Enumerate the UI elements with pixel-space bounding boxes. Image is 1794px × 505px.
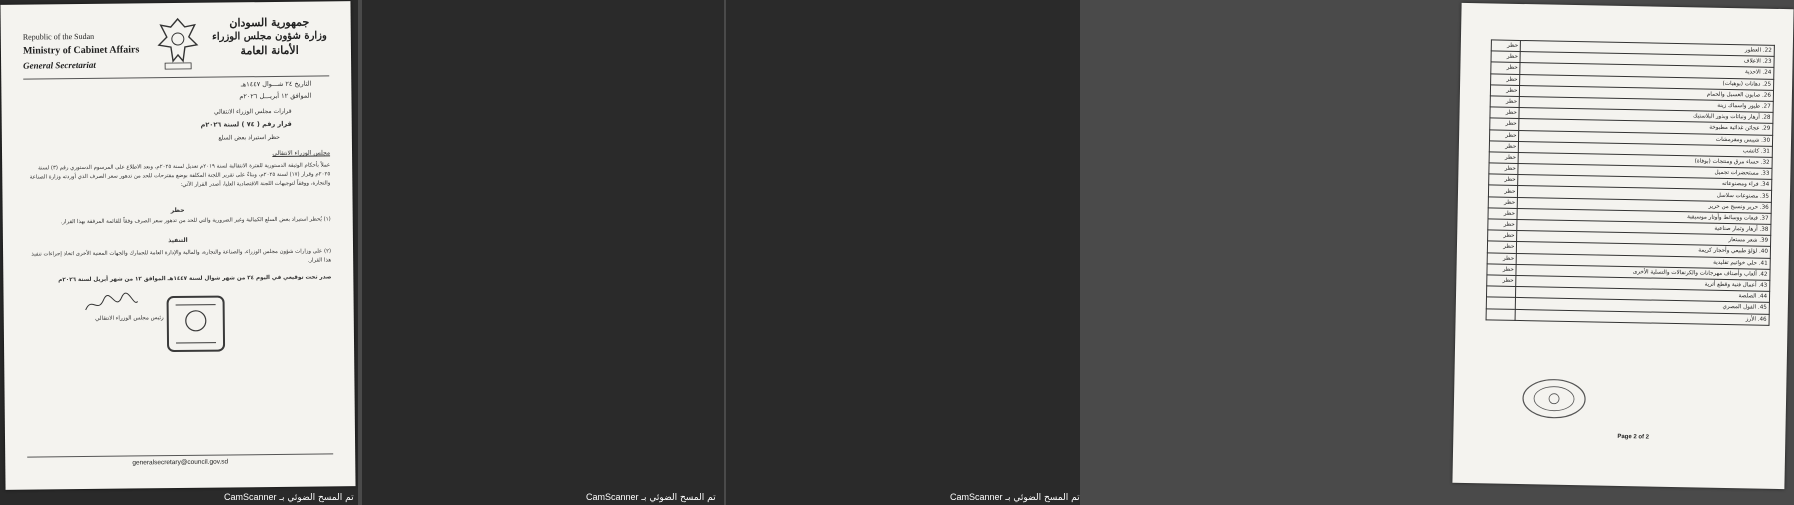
item-number: 42. (1758, 271, 1768, 278)
arabic-letterhead (212, 15, 327, 58)
item-name: دهانات (بوهيات) (1722, 80, 1761, 88)
item-name: ألعاب وأصناف مهرجانات والكرنفالات والتسلية الأخرى (1632, 269, 1757, 278)
signer-title: رئيس مجلس الوزراء الانتقالي (95, 315, 164, 322)
scanner-brand: CamScanner (586, 492, 639, 502)
item-name: الأرز (1745, 315, 1756, 323)
item-number: 41. (1758, 260, 1768, 267)
issued-statement: صدر تحت توقيعي في اليوم ٢٤ من شهر شوال لسنة ١٤٤٧هـ الموافق ١٢ من شهر أبريل لسنة ٢٠٢٦م (58, 274, 332, 284)
article-2: (٢) على وزارات شؤون مجلس الوزراء، والصناعة والتجارة، والمالية والإدارة العامة للجمارك والجهات المعنية الأخرى اتخاذ إجراءات تنفيذ هذا القرار. (31, 248, 332, 264)
ministry-stamp (1520, 376, 1589, 421)
item-name: أعمال فنية وقطع أثرية (1704, 281, 1757, 289)
english-letterhead (23, 29, 140, 72)
recommendation-cell: حظر (1491, 73, 1521, 85)
footer-email: generalsecretary@council.gov.sd (132, 458, 229, 467)
item-name: حرير ونسيج من حرير (1708, 203, 1759, 211)
preamble: عملاً بأحكام الوثيقة الدستورية للفترة الانتقالية لسنة ٢٠١٩م تعديل لسنة ٢٠٢٥م، وبعد الاطلاع على المرسوم الدستوري رقم (٣) لسنة ٢٠٢٥م وقرار (١٧) لسنة ٢٠٢٥م، وبناءً على تقرير اللجنة المكلفة بوضع مقترحات للحد من تدهور سعر الصرف الذي أوردته وزارة الصناعة والتجارة، ووفقاً لتوجيهات اللجنة الاقتصادية العليا، أصدر القرار الآتي: (29, 162, 331, 188)
item-number: 43. (1758, 282, 1768, 289)
scanner-prefix: تم المسح الضوئي بـ (641, 493, 716, 503)
scanner-prefix: تم المسح الضوئي بـ (1005, 493, 1080, 503)
item-number: 24. (1762, 70, 1772, 77)
item-name: الفول المصري (1722, 304, 1757, 311)
sudan-emblem-icon (155, 15, 202, 75)
item-name: مستحضرات تجميل (1714, 169, 1759, 177)
item-number: 36. (1759, 204, 1769, 211)
camscanner-watermark (950, 492, 1080, 503)
item-number: 37. (1759, 215, 1769, 222)
recommendation-cell: حظر (1489, 163, 1519, 175)
ban-heading: حظر (170, 206, 185, 215)
item-number: 44. (1758, 293, 1768, 300)
item-number: 33. (1760, 170, 1770, 177)
letterhead-secretariat: General Secretariat (23, 59, 96, 71)
recommendation-cell: حظر (1489, 129, 1519, 141)
recommendation-cell: حظر (1488, 219, 1518, 231)
item-name: طيور واسماك زينة (1717, 102, 1761, 110)
goods-table-2-body (1486, 40, 1774, 325)
item-number: 39. (1759, 237, 1769, 245)
recommendation-cell: حظر (1491, 40, 1521, 52)
item-name: لؤلؤ طبيعي وأحجار كريمة (1698, 247, 1758, 256)
item-name: العطور (1744, 47, 1762, 54)
item-name: شعر مستعار (1728, 237, 1758, 244)
council-title: مجلس الوزراء الانتقالي (272, 149, 331, 158)
recommendation-cell (1486, 286, 1516, 298)
recommendation-cell: حظر (1488, 230, 1518, 242)
recommendation-cell: حظر (1487, 264, 1517, 276)
item-number: 29. (1761, 126, 1771, 133)
recommendation-cell: حظر (1488, 208, 1518, 220)
item-number: 23. (1762, 58, 1772, 66)
recommendation-cell: حظر (1487, 252, 1517, 264)
recommendation-cell: حظر (1487, 241, 1517, 253)
recommendation-cell: حظر (1489, 174, 1519, 186)
page-number: Page 2 of 2 (1617, 433, 1650, 441)
item-number: 46. (1757, 316, 1767, 323)
item-number: 26. (1761, 92, 1771, 99)
recommendation-cell: حظر (1488, 197, 1518, 209)
item-name: الصلصة (1738, 293, 1757, 300)
list-page-2 (1452, 3, 1793, 489)
item-name: حساء مرق ومنتجات (بوفاة) (1694, 158, 1759, 166)
item-name: فراء ومصنوعاته (1722, 181, 1759, 188)
recommendation-cell: حظر (1489, 141, 1519, 153)
item-name: عجائن غذائية مطبوخة (1709, 125, 1760, 133)
item-name: الاعلاف (1743, 58, 1761, 65)
recommendation-cell: حظر (1490, 85, 1520, 97)
item-name: أزهار ونباتات وبذور البلاستيك (1692, 113, 1760, 121)
decree-page (0, 1, 355, 490)
item-number: 35. (1760, 193, 1770, 200)
recommendation-cell (1486, 297, 1516, 309)
item-number: 32. (1760, 159, 1770, 166)
item-name: مصنوعات سلاسل (1716, 192, 1759, 200)
camscanner-watermark (586, 492, 716, 503)
official-seal-stamp (163, 292, 228, 355)
scanner-prefix: تم المسح الضوئي بـ (279, 493, 354, 503)
letterhead-ar-ministry: وزارة شؤون مجلس الوزراء (212, 30, 327, 43)
recommendation-cell: حظر (1490, 107, 1520, 119)
decree-number: قرار رقم ( ٧٤ ) لسنة ٢٠٢٦م (200, 119, 292, 129)
item-name: أزهار وثمار صناعية (1714, 225, 1758, 233)
signature-mark (81, 291, 141, 316)
recommendation-cell: حظر (1488, 185, 1518, 197)
letterhead-ar-republic: جمهورية السودان (229, 15, 310, 30)
item-name: قبعات ووسائط وأوتار موسيقية (1687, 214, 1758, 222)
camscanner-watermark (224, 492, 354, 503)
item-number: 31. (1760, 148, 1770, 155)
item-name: كاتشب (1742, 148, 1760, 155)
decree-subject: حظر استيراد بعض السلع (218, 133, 280, 142)
recommendation-cell (1486, 308, 1516, 320)
scan-panel-3 (726, 0, 1772, 505)
recommendation-cell: حظر (1489, 152, 1519, 164)
item-name: شيبس ومقرمشات (1715, 136, 1760, 144)
scan-panel-1 (0, 0, 358, 505)
recommendation-cell: حظر (1487, 275, 1517, 287)
recommendation-cell: حظر (1490, 118, 1520, 130)
scanner-brand: CamScanner (224, 492, 277, 502)
decisions-heading: قرارات مجلس الوزراء الانتقالي (213, 107, 292, 116)
letterhead-republic: Republic of the Sudan (22, 31, 95, 42)
execution-heading: التنفيذ (168, 236, 188, 245)
recommendation-cell: حظر (1491, 51, 1521, 63)
item-number: 28. (1761, 114, 1771, 122)
letterhead-ar-secretariat: الأمانة العامة (240, 43, 299, 58)
item-number: 27. (1761, 103, 1771, 110)
item-number: 22. (1762, 47, 1772, 54)
item-number: 34. (1760, 181, 1770, 189)
item-name: الاحذية (1744, 69, 1761, 77)
item-number: 40. (1758, 249, 1768, 256)
item-number: 25. (1762, 81, 1772, 88)
letterhead-ministry: Ministry of Cabinet Affairs (22, 44, 140, 57)
date-gregorian: الموافق ١٢ أبريـــل ٢٠٢٦م (239, 91, 312, 101)
item-number: 38. (1759, 226, 1769, 233)
item-number: 30. (1761, 137, 1771, 144)
recommendation-cell: حظر (1491, 62, 1521, 74)
item-name: صابون الغسيل والحمام (1706, 91, 1761, 99)
scan-panel-2 (362, 0, 724, 505)
item-name: حلي خواتيم تقليدية (1713, 259, 1758, 267)
article-1: (١) يُحظر استيراد بعض السلع الكمالية وغير الضرورية والتي للحد من تدهور سعر الصرف وفقاً للقائمة المرفقة بهذا القرار. (60, 216, 331, 226)
goods-table-2 (1486, 39, 1775, 325)
scanner-brand: CamScanner (950, 492, 1003, 502)
date-hijri: التاريخ ٢٤ شـــوال ١٤٤٧هـ (240, 79, 312, 89)
item-number: 45. (1757, 305, 1767, 312)
recommendation-cell: حظر (1490, 96, 1520, 108)
